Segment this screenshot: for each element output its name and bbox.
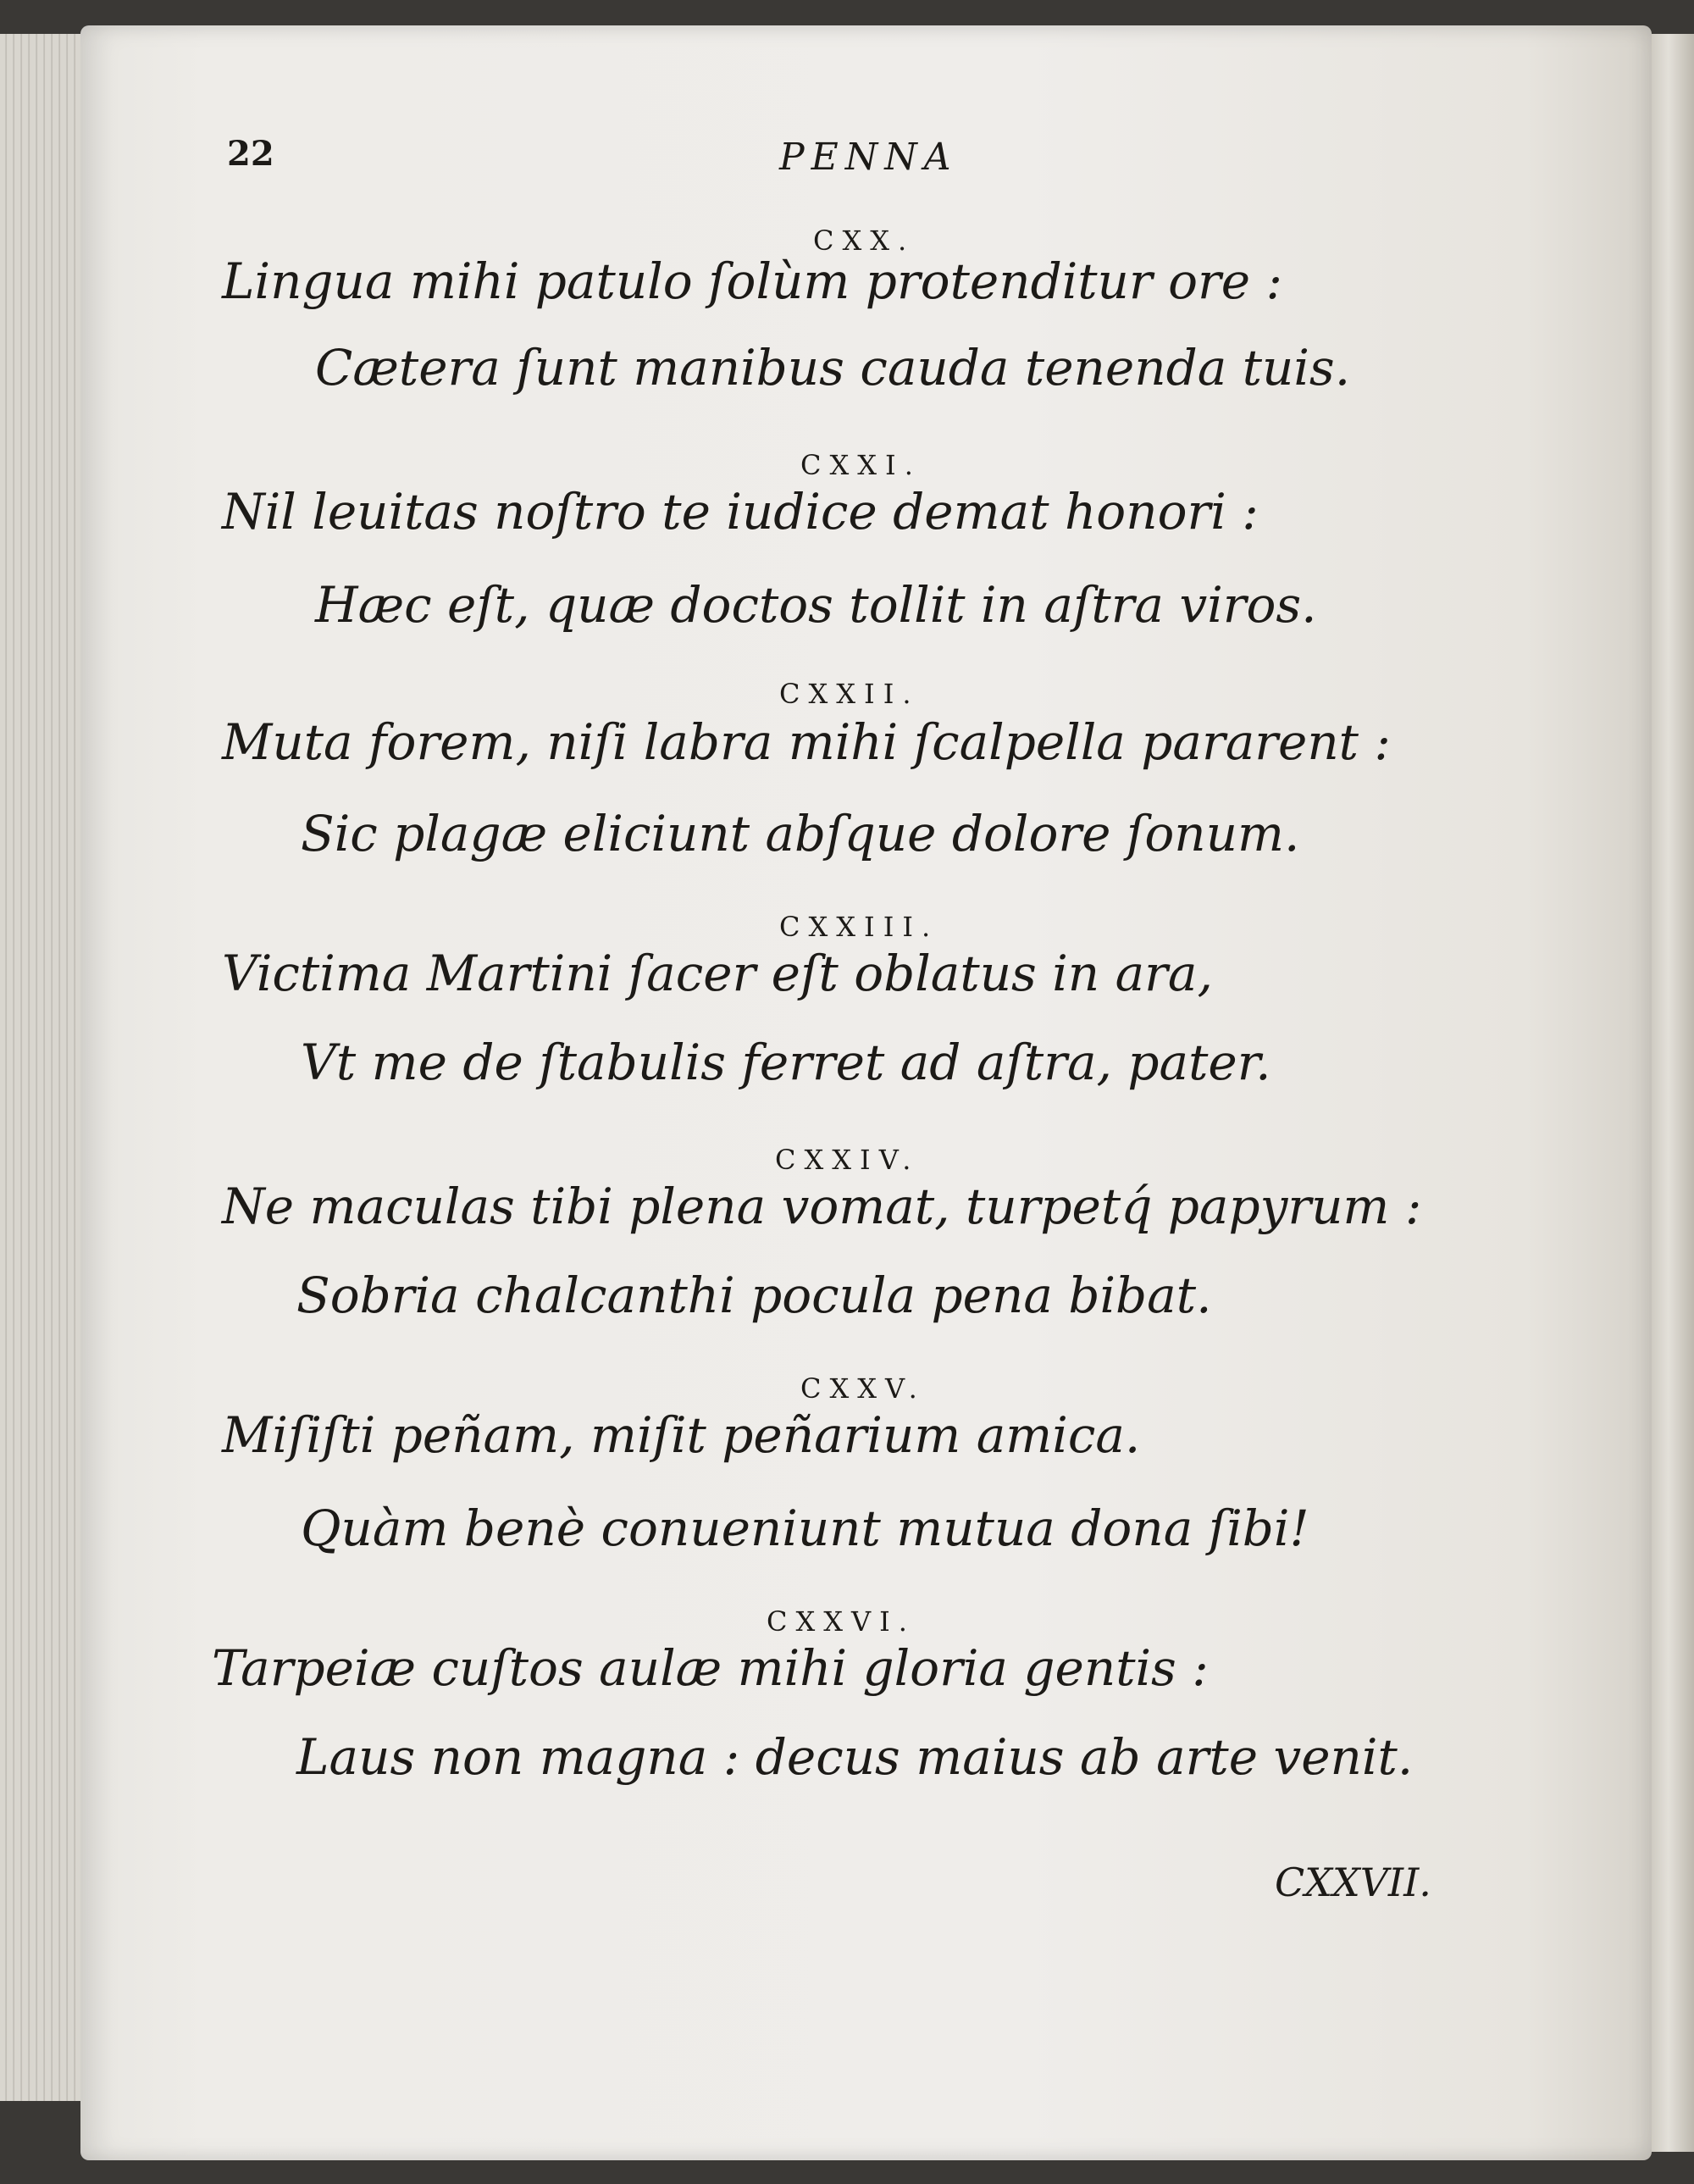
epigram-number: CXXIII. [779, 911, 939, 943]
page-number: 22 [227, 134, 274, 174]
epigram-number: CXXIV. [775, 1144, 920, 1176]
running-head: PENNA [779, 136, 958, 179]
catchword: CXXVII. [1275, 1860, 1431, 1905]
verse-line: Hæc eſt, quæ doctos tollit in aſtra viros. [315, 576, 1317, 634]
verse-line: Quàm benè conueniunt mutua dona ſibi! [301, 1499, 1309, 1557]
epigram-number: CXXI. [800, 449, 922, 481]
verse-line: Ne maculas tibi plena vomat, turpetq́ papyrum : [222, 1178, 1422, 1235]
verse-line: Victima Martini ſacer eſt oblatus in ara, [222, 945, 1213, 1002]
verse-line: Vt me de ſtabulis ferret ad aſtra, pater. [301, 1034, 1271, 1091]
verse-line: Muta forem, niſi labra mihi ſcalpella pararent : [222, 713, 1391, 771]
verse-line: Nil leuitas noſtro te iudice demat honori : [222, 483, 1259, 540]
verse-line: Lingua mihi patulo ſolùm protenditur ore : [222, 252, 1283, 310]
verse-line: Laus non magna : decus maius ab arte venit. [296, 1728, 1414, 1786]
verse-line: Miſiſti peñam, miſit peñarium amica. [222, 1406, 1141, 1464]
verse-line: Sic plagæ eliciunt abſque dolore ſonum. [301, 805, 1300, 862]
verse-line: Tarpeiæ cuſtos aulæ mihi gloria gentis : [212, 1639, 1209, 1697]
epigram-number: CXXVI. [767, 1605, 916, 1638]
epigram-number: CXX. [813, 224, 916, 257]
epigram-number: CXXV. [800, 1372, 926, 1405]
verse-line: Sobria chalcanthi pocula pena bibat. [296, 1267, 1212, 1324]
verse-line: Cætera ſunt manibus cauda tenenda tuis. [315, 339, 1351, 396]
epigram-number: CXXII. [779, 678, 920, 710]
right-page-edge [1652, 34, 1694, 2152]
